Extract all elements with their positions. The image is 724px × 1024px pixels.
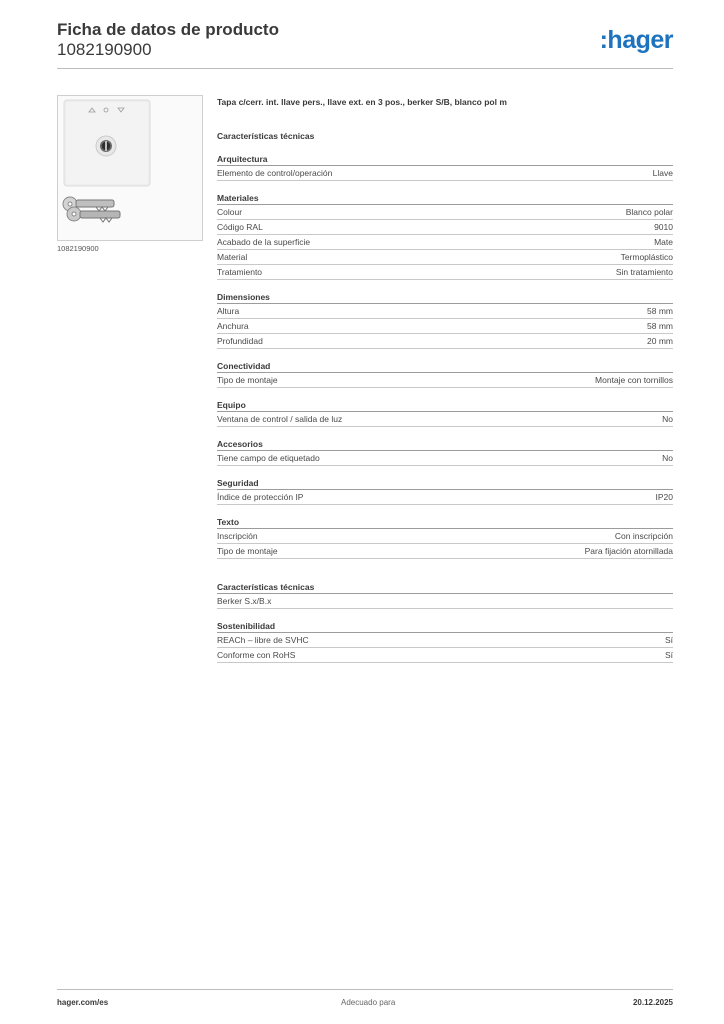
- spec-label: Berker S.x/B.x: [217, 596, 272, 606]
- spec-label: Anchura: [217, 321, 249, 331]
- spec-label: Tiene campo de etiquetado: [217, 453, 320, 463]
- spec-row: [217, 220, 673, 235]
- spec-label: Inscripción: [217, 531, 258, 541]
- extra-spec-sections: [217, 581, 673, 663]
- spec-label: Tipo de montaje: [217, 375, 278, 385]
- spec-value: Llave: [652, 168, 673, 178]
- spec-row: [217, 544, 673, 559]
- spec-label: Ventana de control / salida de luz: [217, 414, 343, 424]
- product-code: 1082190900: [57, 40, 152, 59]
- spec-label: Acabado de la superficie: [217, 237, 311, 247]
- spec-row: [217, 235, 673, 250]
- key-switch-cover-icon: [58, 96, 202, 240]
- spec-sections: [217, 142, 673, 559]
- spec-row: [217, 529, 673, 544]
- document-title: Ficha de datos de producto: [57, 20, 279, 39]
- spec-value: Para fijación atornillada: [584, 546, 673, 556]
- spec-value: Con inscripción: [614, 531, 673, 541]
- spec-label: Altura: [217, 306, 240, 316]
- spec-label: Profundidad: [217, 336, 263, 346]
- section-title: Accesorios: [217, 438, 673, 451]
- spec-value: 58 mm: [647, 306, 673, 316]
- spec-value: 20 mm: [647, 336, 673, 346]
- spec-row: [217, 265, 673, 280]
- spec-label: Material: [217, 252, 248, 262]
- header-divider: [57, 68, 673, 69]
- footer-date: 20.12.2025: [632, 998, 673, 1007]
- spec-value: 58 mm: [647, 321, 673, 331]
- spec-value: Mate: [654, 237, 673, 247]
- spec-label: Código RAL: [217, 222, 263, 232]
- spec-label: Índice de protección IP: [217, 492, 304, 502]
- spec-label: Tipo de montaje: [217, 546, 278, 556]
- section-title: Características técnicas: [217, 581, 673, 594]
- spec-content: [217, 96, 673, 663]
- spec-value: Blanco polar: [625, 207, 673, 217]
- spec-row: [217, 490, 673, 505]
- section-title: Sostenibilidad: [217, 620, 673, 633]
- section-title: Conectividad: [217, 360, 673, 373]
- spec-value: No: [662, 414, 673, 424]
- spec-value: Sin tratamiento: [615, 267, 673, 277]
- hager-logo: :hager: [599, 26, 673, 54]
- page-header: [57, 20, 673, 70]
- spec-label: Elemento de control/operación: [217, 168, 333, 178]
- product-description: Tapa c/cerr. int. llave pers., llave ext. en 3 pos., berker S/B, blanco pol m: [217, 97, 507, 107]
- spec-value: Sí: [664, 635, 673, 645]
- spec-label: REACh – libre de SVHC: [217, 635, 309, 645]
- spec-row: [217, 451, 673, 466]
- spec-row: [217, 205, 673, 220]
- spec-value: Termoplástico: [620, 252, 673, 262]
- section-title: Arquitectura: [217, 153, 673, 166]
- spec-label: Colour: [217, 207, 243, 217]
- spec-value: 9010: [654, 222, 673, 232]
- footer-divider: [57, 989, 673, 990]
- section-title: Equipo: [217, 399, 673, 412]
- spec-row: [217, 373, 673, 388]
- footer-website: hager.com/es: [57, 998, 109, 1007]
- footer-suitable-for: Adecuado para: [341, 998, 396, 1007]
- spec-value: Sí: [664, 650, 673, 660]
- spec-value: Montaje con tornillos: [595, 375, 673, 385]
- spec-value: No: [662, 453, 673, 463]
- spec-row: [217, 334, 673, 349]
- spec-row: [217, 166, 673, 181]
- spec-label: Tratamiento: [217, 267, 263, 277]
- section-title: Texto: [217, 516, 673, 529]
- image-caption: 1082190900: [57, 244, 99, 253]
- spec-value: IP20: [655, 492, 673, 502]
- section-title: Dimensiones: [217, 291, 673, 304]
- spec-row: [217, 304, 673, 319]
- spec-row: [217, 412, 673, 427]
- spec-row: [217, 319, 673, 334]
- spec-row: [217, 648, 673, 663]
- spec-row: [217, 594, 673, 609]
- tech-heading: Características técnicas: [217, 131, 315, 141]
- section-title: Materiales: [217, 192, 673, 205]
- product-image: [57, 95, 203, 241]
- spec-row: [217, 633, 673, 648]
- spec-label: Conforme con RoHS: [217, 650, 296, 660]
- spec-row: [217, 250, 673, 265]
- section-title: Seguridad: [217, 477, 673, 490]
